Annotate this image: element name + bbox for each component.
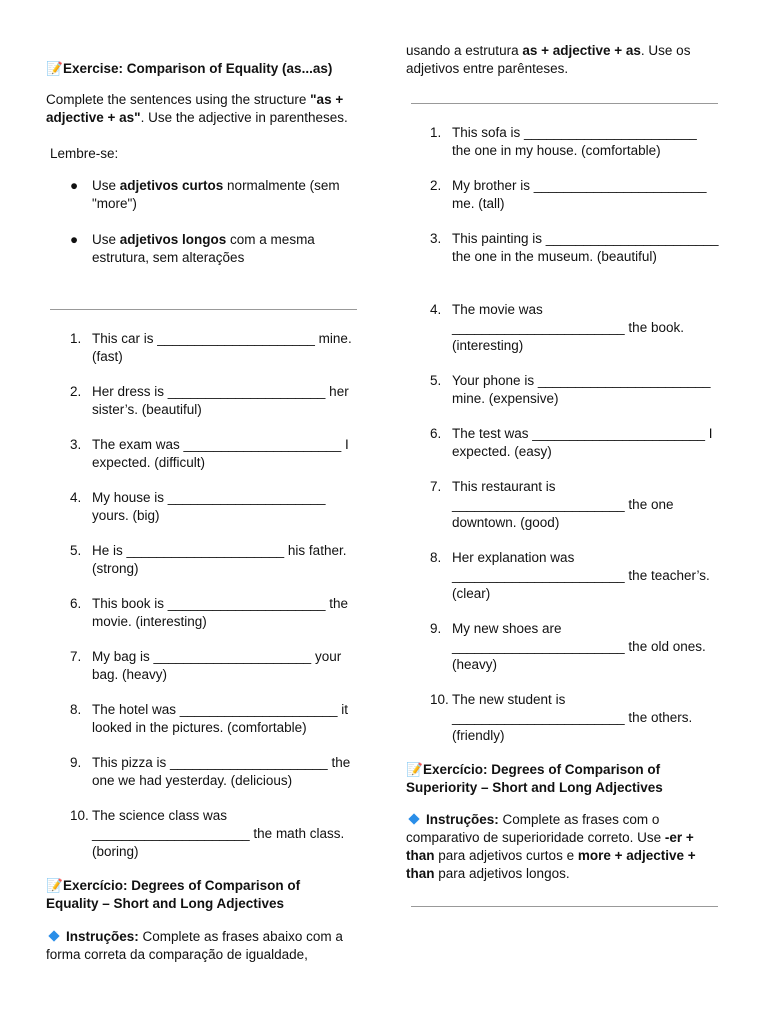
memo-icon: 📝	[46, 878, 63, 893]
blue-diamond-icon	[408, 813, 419, 824]
list-item: 7. My bag is _____________________ your bag. (heavy)	[70, 649, 342, 682]
exercise1-intro: Complete the sentences using the structure "as + adjective + as". Use the adjective in parentheses.	[46, 92, 348, 125]
list-item: ● Use adjetivos longos com a mesma estrutura, sem alterações	[70, 232, 315, 265]
lembre-se-label: Lembre-se:	[50, 146, 119, 161]
list-item: 1. This car is _____________________ mine. (fast)	[70, 331, 352, 364]
divider	[50, 309, 357, 310]
list-item: 5. He is _____________________ his father. (strong)	[70, 543, 347, 576]
list-item: ● Use adjetivos curtos normalmente (sem "more")	[70, 178, 340, 211]
list-item: 9. My new shoes are _______________________ the old ones. (heavy)	[430, 621, 706, 672]
list-item: 7. This restaurant is _______________________ the one downtown. (good)	[430, 479, 674, 530]
exercise1-title-text: Exercise: Comparison of Equality (as...as)	[63, 61, 333, 76]
list-item: 5. Your phone is _______________________ mine. (expensive)	[430, 373, 711, 406]
list-item: 2. Her dress is _____________________ her sister’s. (beautiful)	[70, 384, 349, 417]
exercise2-instructions-cont: usando a estrutura as + adjective + as. Use os adjetivos entre parênteses.	[406, 43, 691, 76]
list-item: 4. The movie was _______________________ the book. (interesting)	[430, 302, 684, 353]
exercise2-list	[406, 124, 719, 745]
list-item: 10. The science class was _____________________ the math class. (boring)	[70, 808, 345, 859]
list-item: 6. The test was _______________________ I expected. (easy)	[430, 426, 713, 459]
exercise2-title	[46, 877, 346, 913]
memo-icon: 📝	[406, 762, 423, 777]
exercise1-title	[46, 60, 366, 78]
list-item: 4. My house is _____________________ yours. (big)	[70, 490, 326, 523]
divider	[411, 103, 718, 104]
list-item: 3. The exam was _____________________ I expected. (difficult)	[70, 437, 349, 470]
list-item: 6. This book is _____________________ the movie. (interesting)	[70, 596, 348, 629]
exercise3-instructions: Instruções: Complete as frases com o comparativo de superioridade correto. Use -er + than para adjetivos curtos e more + adjective + than para adjetivos longos.	[406, 812, 696, 881]
exercise1-list	[46, 330, 358, 861]
list-item: 1. This sofa is _______________________ the one in my house. (comfortable)	[430, 125, 697, 158]
list-item: 9. This pizza is _____________________ the one we had yesterday. (delicious)	[70, 755, 351, 788]
exercise3-title	[406, 761, 706, 797]
list-item: 8. Her explanation was _______________________ the teacher’s. (clear)	[430, 550, 710, 601]
list-item: 10. The new student is _______________________ the others. (friendly)	[430, 692, 693, 743]
divider	[411, 906, 718, 907]
blue-diamond-icon	[48, 930, 59, 941]
exercise3-title-text: Exercício: Degrees of Comparison of Superiority – Short and Long Adjectives	[406, 762, 663, 795]
reminder-list	[46, 177, 358, 267]
list-item: 2. My brother is _______________________ me. (tall)	[430, 178, 707, 211]
list-item: 8. The hotel was _____________________ it looked in the pictures. (comfortable)	[70, 702, 348, 735]
list-item: 3. This painting is _______________________ the one in the museum. (beautiful)	[430, 231, 719, 264]
exercise2-title-text: Exercício: Degrees of Comparison of Equality – Short and Long Adjectives	[46, 878, 301, 911]
exercise2-instructions: Instruções: Complete as frases abaixo com a forma correta da comparação de igualdade,	[46, 929, 343, 962]
memo-icon: 📝	[46, 61, 63, 76]
